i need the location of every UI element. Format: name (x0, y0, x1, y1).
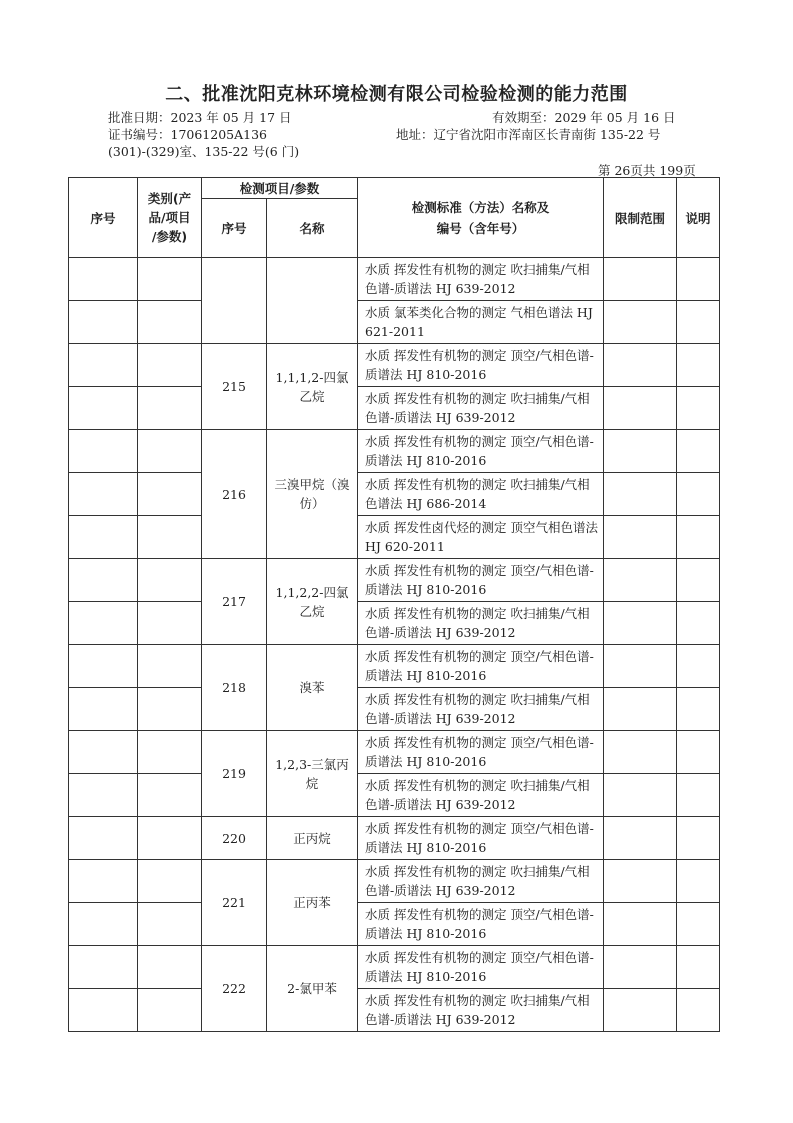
page-title: 二、批准沈阳克林环境检测有限公司检验检测的能力范围 (165, 84, 628, 105)
table-row (69, 258, 720, 301)
seq-cell (69, 903, 138, 946)
limit-cell (604, 774, 677, 817)
seq-cell (69, 387, 138, 430)
standard-cell: 水质 挥发性有机物的测定 顶空/气相色谱-质谱法 HJ 810-2016 (358, 344, 604, 387)
category-cell (138, 559, 202, 602)
category-cell (138, 301, 202, 344)
seq-cell (69, 688, 138, 731)
standard-cell: 水质 挥发性有机物的测定 顶空/气相色谱-质谱法 HJ 810-2016 (358, 946, 604, 989)
table-row (69, 860, 720, 903)
limit-cell (604, 688, 677, 731)
note-cell (677, 516, 720, 559)
standard-cell: 水质 挥发性有机物的测定 顶空/气相色谱-质谱法 HJ 810-2016 (358, 645, 604, 688)
category-cell (138, 989, 202, 1032)
header-limit: 限制范围 (604, 178, 677, 258)
note-cell (677, 559, 720, 602)
table-row (69, 602, 720, 645)
category-cell (138, 731, 202, 774)
item-seq-cell: 218 (202, 645, 267, 731)
item-seq-cell: 219 (202, 731, 267, 817)
limit-cell (604, 301, 677, 344)
item-seq-cell (202, 258, 267, 344)
category-cell (138, 344, 202, 387)
category-cell (138, 473, 202, 516)
header-note: 说明 (677, 178, 720, 258)
address: 地址：辽宁省沈阳市浑南区长青南街 135-22 号 (396, 127, 661, 142)
table-row (69, 473, 720, 516)
standard-cell: 水质 挥发性有机物的测定 顶空/气相色谱-质谱法 HJ 810-2016 (358, 903, 604, 946)
header-standard (358, 178, 604, 258)
header-category-line: 品/项目 (148, 210, 191, 225)
note-cell (677, 645, 720, 688)
table-row (69, 430, 720, 473)
table-row (69, 946, 720, 989)
limit-cell (604, 903, 677, 946)
seq-cell (69, 559, 138, 602)
seq-cell (69, 602, 138, 645)
header-standard-line: 编号（含年号） (436, 220, 525, 236)
standard-cell: 水质 挥发性有机物的测定 吹扫捕集/气相色谱-质谱法 HJ 639-2012 (358, 387, 604, 430)
limit-cell (604, 989, 677, 1032)
approval-date: 批准日期：2023 年 05 月 17 日 (108, 110, 292, 125)
seq-cell (69, 817, 138, 860)
note-cell (677, 989, 720, 1032)
limit-cell (604, 473, 677, 516)
category-cell (138, 258, 202, 301)
header-category-line: 类别(产 (147, 191, 192, 206)
seq-cell (69, 344, 138, 387)
category-cell (138, 903, 202, 946)
table-row (69, 989, 720, 1032)
table-row (69, 688, 720, 731)
header-standard-line: 检测标准（方法）名称及 (411, 199, 550, 215)
item-seq-cell: 222 (202, 946, 267, 1032)
note-cell (677, 946, 720, 989)
limit-cell (604, 344, 677, 387)
standard-cell: 水质 挥发性有机物的测定 吹扫捕集/气相色谱-质谱法 HJ 639-2012 (358, 860, 604, 903)
limit-cell (604, 817, 677, 860)
header-sub-name: 名称 (267, 199, 358, 258)
standard-cell: 水质 挥发性有机物的测定 吹扫捕集/气相色谱-质谱法 HJ 639-2012 (358, 258, 604, 301)
table-row (69, 387, 720, 430)
seq-cell (69, 645, 138, 688)
note-cell (677, 774, 720, 817)
category-cell (138, 688, 202, 731)
limit-cell (604, 258, 677, 301)
category-cell (138, 387, 202, 430)
category-cell (138, 645, 202, 688)
address-continued: (301)-(329)室、135-22 号(6 门) (108, 144, 300, 159)
item-seq-cell: 215 (202, 344, 267, 430)
note-cell (677, 731, 720, 774)
page-info: 第 26页共 199页 (598, 163, 696, 178)
note-cell (677, 688, 720, 731)
table-row (69, 774, 720, 817)
header-category (138, 178, 202, 258)
item-name-cell: 2-氯甲苯 (267, 946, 358, 1032)
standard-cell: 水质 挥发性有机物的测定 吹扫捕集/气相色谱-质谱法 HJ 639-2012 (358, 989, 604, 1032)
seq-cell (69, 860, 138, 903)
header-seq: 序号 (69, 178, 138, 258)
standard-cell: 水质 挥发性有机物的测定 吹扫捕集/气相色谱法 HJ 686-2014 (358, 473, 604, 516)
item-name-cell: 1,1,1,2-四氯乙烷 (267, 344, 358, 430)
category-cell (138, 946, 202, 989)
item-name-cell (267, 258, 358, 344)
category-cell (138, 602, 202, 645)
limit-cell (604, 387, 677, 430)
standard-cell: 水质 挥发性有机物的测定 顶空/气相色谱-质谱法 HJ 810-2016 (358, 559, 604, 602)
header-category-line: /参数) (151, 229, 188, 244)
note-cell (677, 258, 720, 301)
standard-cell: 水质 挥发性有机物的测定 顶空/气相色谱-质谱法 HJ 810-2016 (358, 430, 604, 473)
table-row (69, 301, 720, 344)
seq-cell (69, 301, 138, 344)
category-cell (138, 817, 202, 860)
item-name-cell: 1,1,2,2-四氯乙烷 (267, 559, 358, 645)
header-item-group: 检测项目/参数 (202, 178, 358, 199)
note-cell (677, 903, 720, 946)
item-name-cell: 溴苯 (267, 645, 358, 731)
note-cell (677, 860, 720, 903)
category-cell (138, 430, 202, 473)
standard-cell: 水质 挥发性有机物的测定 顶空/气相色谱-质谱法 HJ 810-2016 (358, 731, 604, 774)
table-row (69, 903, 720, 946)
header-sub-seq: 序号 (202, 199, 267, 258)
note-cell (677, 344, 720, 387)
limit-cell (604, 946, 677, 989)
limit-cell (604, 602, 677, 645)
category-cell (138, 860, 202, 903)
standard-cell: 水质 挥发性有机物的测定 吹扫捕集/气相色谱-质谱法 HJ 639-2012 (358, 688, 604, 731)
seq-cell (69, 774, 138, 817)
seq-cell (69, 731, 138, 774)
valid-until: 有效期至：2029 年 05 月 16 日 (492, 110, 676, 125)
standard-cell: 水质 挥发性有机物的测定 吹扫捕集/气相色谱-质谱法 HJ 639-2012 (358, 602, 604, 645)
limit-cell (604, 860, 677, 903)
item-name-cell: 1,2,3-三氯丙烷 (267, 731, 358, 817)
item-name-cell: 正丙烷 (267, 817, 358, 860)
standard-cell: 水质 挥发性卤代烃的测定 顶空气相色谱法 HJ 620-2011 (358, 516, 604, 559)
standard-cell: 水质 挥发性有机物的测定 顶空/气相色谱-质谱法 HJ 810-2016 (358, 817, 604, 860)
limit-cell (604, 645, 677, 688)
category-cell (138, 516, 202, 559)
standard-cell: 水质 挥发性有机物的测定 吹扫捕集/气相色谱-质谱法 HJ 639-2012 (358, 774, 604, 817)
capability-table (68, 177, 720, 1032)
table-row (69, 344, 720, 387)
seq-cell (69, 473, 138, 516)
category-cell (138, 774, 202, 817)
table-row (69, 559, 720, 602)
item-name-cell: 三溴甲烷（溴仿） (267, 430, 358, 559)
note-cell (677, 430, 720, 473)
item-seq-cell: 216 (202, 430, 267, 559)
seq-cell (69, 946, 138, 989)
limit-cell (604, 559, 677, 602)
limit-cell (604, 430, 677, 473)
table-row (69, 817, 720, 860)
standard-cell: 水质 氯苯类化合物的测定 气相色谱法 HJ 621-2011 (358, 301, 604, 344)
seq-cell (69, 516, 138, 559)
table-row (69, 516, 720, 559)
note-cell (677, 387, 720, 430)
limit-cell (604, 516, 677, 559)
item-seq-cell: 221 (202, 860, 267, 946)
seq-cell (69, 430, 138, 473)
note-cell (677, 301, 720, 344)
item-seq-cell: 217 (202, 559, 267, 645)
seq-cell (69, 258, 138, 301)
note-cell (677, 817, 720, 860)
table-row (69, 645, 720, 688)
note-cell (677, 602, 720, 645)
table-body (69, 258, 720, 1032)
note-cell (677, 473, 720, 516)
table-row (69, 731, 720, 774)
seq-cell (69, 989, 138, 1032)
certificate-number: 证书编号：17061205A136 (108, 127, 268, 142)
limit-cell (604, 731, 677, 774)
item-seq-cell: 220 (202, 817, 267, 860)
item-name-cell: 正丙苯 (267, 860, 358, 946)
